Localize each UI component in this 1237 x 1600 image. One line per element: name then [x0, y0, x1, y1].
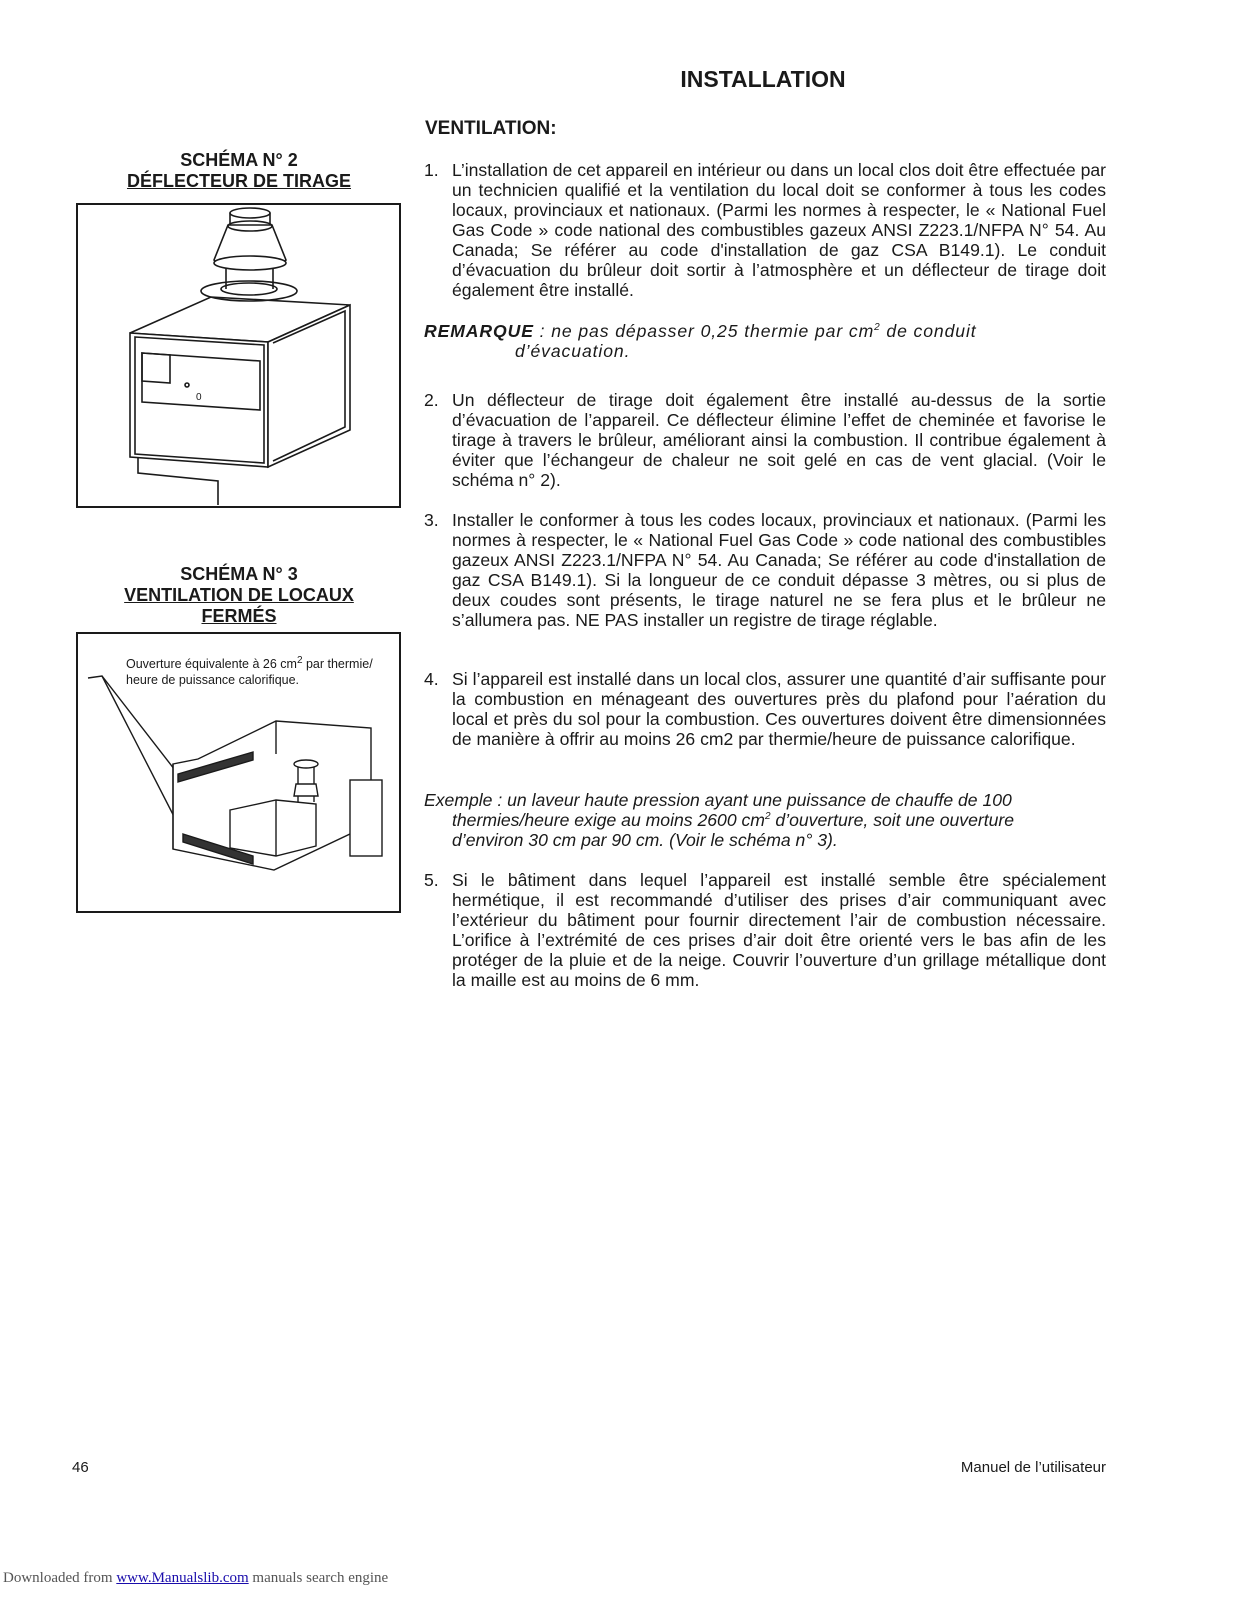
figure-3-number: SCHÉMA N° 3	[180, 564, 298, 584]
list-item: 4. Si l’appareil est installé dans un local clos, assurer une quantité d’air suffisante pour la combustion en ménageant des ouvertures près du plafond pour l’aération du local et près du sol pour la combustion. Ces ouvertures doivent être dimensionnées de manière à offrir au moins 26 cm2 par thermie/heure de puissance calorifique.	[424, 669, 1106, 749]
figure-3-title-line1: VENTILATION DE LOCAUX	[124, 585, 354, 605]
page-number: 46	[72, 1459, 89, 1476]
list-item: 5. Si le bâtiment dans lequel l’appareil est installé semble être spécialement hermétique, il est recommandé d’utiliser des prises d’air communiquant avec l’extérieur du bâtiment pour fournir directement l’air de combustion nécessaire. L’orifice à l’extrémité de ces prises d’air doit être orienté vers le bas afin de les protéger de la pluie et de la neige. Couvrir l’ouverture d’un grillage métallique dont la maille est au moins de 6 mm.	[424, 870, 1106, 990]
figure-2-frame	[76, 203, 401, 508]
download-notice: Downloaded from www.Manualslib.com manuals search engine	[3, 1570, 389, 1586]
draft-deflector-illustration	[78, 205, 399, 506]
figure-3-callout: Ouverture équivalente à 26 $cm^2$ par thermie/ heure de puissance calorifique.	[126, 654, 373, 687]
list-item: 1. L’installation de cet appareil en intérieur ou dans un local clos doit être effectuée par un technicien qualifié et la ventilation du local doit se conformer à tous les codes locaux, provinciaux et nationaux. (Parmi les normes à respecter, le « National Fuel Gas Code » code national des combustibles gazeux ANSI Z223.1/NFPA N° 54. Au Canada; Se référer au code d'installation de gaz CSA B149.1). Le conduit d’évacuation du brûleur doit sortir à l’atmosphère et un déflecteur de tirage doit également être installé.	[424, 160, 1107, 300]
room-ventilation-illustration	[78, 634, 399, 911]
remark-note: REMARQUE : ne pas dépasser 0,25 thermie par $cm^2$ de conduit d’évacuation.	[424, 321, 977, 361]
list-item: 3. Installer le conformer à tous les codes locaux, provinciaux et nationaux. (Parmi les normes à respecter, le « National Fuel Gas Code » code national des combustibles gazeux ANSI Z223.1/NFPA N° 54. Au Canada; Se référer au code d'installation de gaz CSA B149.1). Si la longueur de ce conduit dépasse 3 mètres, ou si plus de deux coudes sont présents, le tirage naturel ne se fera plus et le brûleur ne s’allumera pas. NE PAS installer un registre de tirage réglable.	[424, 510, 1106, 630]
figure-2-title: DÉFLECTEUR DE TIRAGE	[126, 171, 351, 191]
figure-2-caption	[75, 150, 403, 192]
figure-2-number: SCHÉMA N° 2	[180, 150, 298, 170]
figure-3-title-line2: FERMÉS	[201, 606, 277, 626]
section-heading: VENTILATION:	[425, 118, 557, 139]
figure-3-caption	[75, 564, 403, 627]
manual-title: Manuel de l’utilisateur	[960, 1459, 1106, 1476]
example-note: Exemple : un laveur haute pression ayant une puissance de chauffe de 100 thermies/heure exige au moins 2600 $cm^2$ d’ouverture, soit une ouverture d’environ 30 cm par 90 cm. (Voir le schéma n° 3).	[424, 790, 1015, 850]
manualslib-link[interactable]: www.Manualslib.com	[116, 1570, 249, 1586]
figure-3-frame	[76, 632, 401, 913]
page-title: INSTALLATION	[680, 66, 846, 92]
svg-text:0: 0	[196, 392, 202, 403]
list-item: 2. Un déflecteur de tirage doit également être installé au-dessus de la sortie d’évacuation de l’appareil. Ce déflecteur élimine l’effet de cheminée et favorise le tirage à travers le brûleur, améliorant ainsi la combustion. Il contribue également à éviter que l’échangeur de chaleur ne soit gelé en cas de vent glacial. (Voir le schéma n° 2).	[424, 390, 1106, 490]
